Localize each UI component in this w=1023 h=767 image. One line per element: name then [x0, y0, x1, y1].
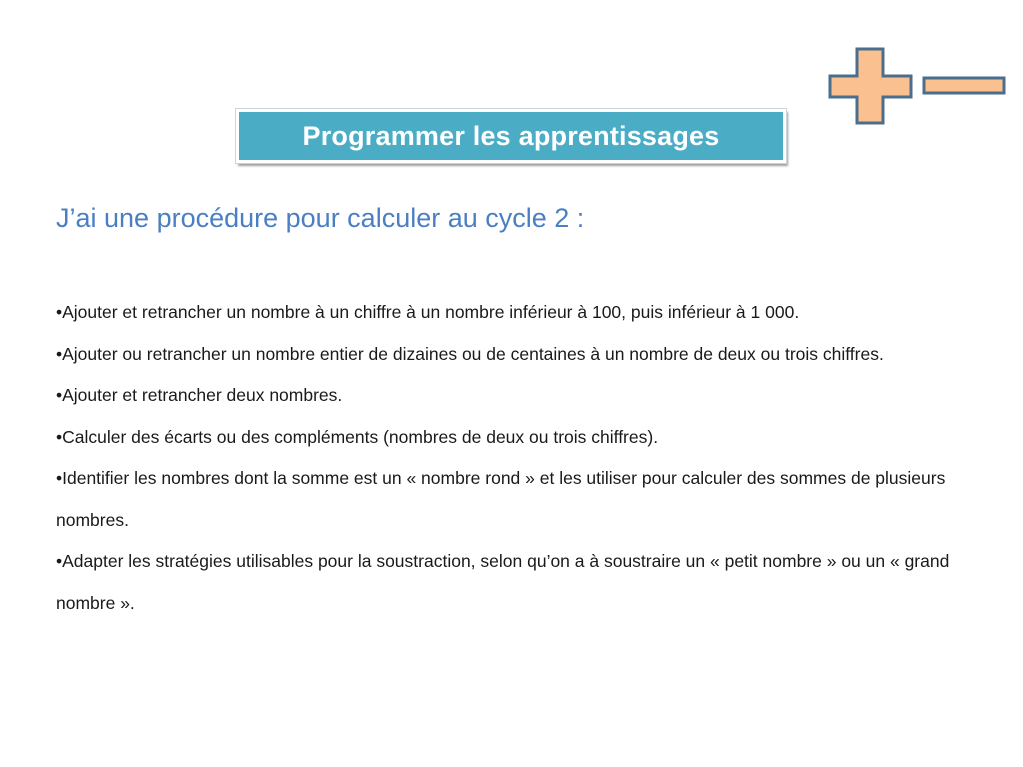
bullet-item: •Ajouter et retrancher deux nombres. [56, 385, 343, 405]
bullet-item: •Ajouter ou retrancher un nombre entier de dizaines ou de centaines à un nombre de deux ou trois chiffres. [56, 343, 884, 364]
bullet-item: •Identifier les nombres dont la somme est un « nombre rond » et les utiliser pour calculer des sommes de plusieurs nombres. [56, 468, 946, 530]
bullet-item: •Adapter les stratégies utilisables pour la soustraction, selon qu’on a à soustraire un « petit nombre » ou un « grand nombre ». [56, 551, 950, 613]
plus-icon [830, 49, 911, 123]
title-box [236, 109, 786, 163]
bullet-item: •Calculer des écarts ou des compléments (nombres de deux ou trois chiffres). [56, 426, 659, 447]
bullet-list [56, 292, 1011, 624]
subtitle: J’ai une procédure pour calculer au cycle 2 : [56, 203, 585, 233]
bullet-item: •Ajouter et retrancher un nombre à un chiffre à un nombre inférieur à 100, puis inférieur à 1 000. [56, 302, 800, 322]
minus-icon [924, 78, 1004, 93]
slide-title: Programmer les apprentissages [302, 120, 720, 151]
plus-minus-symbols [828, 47, 1008, 125]
